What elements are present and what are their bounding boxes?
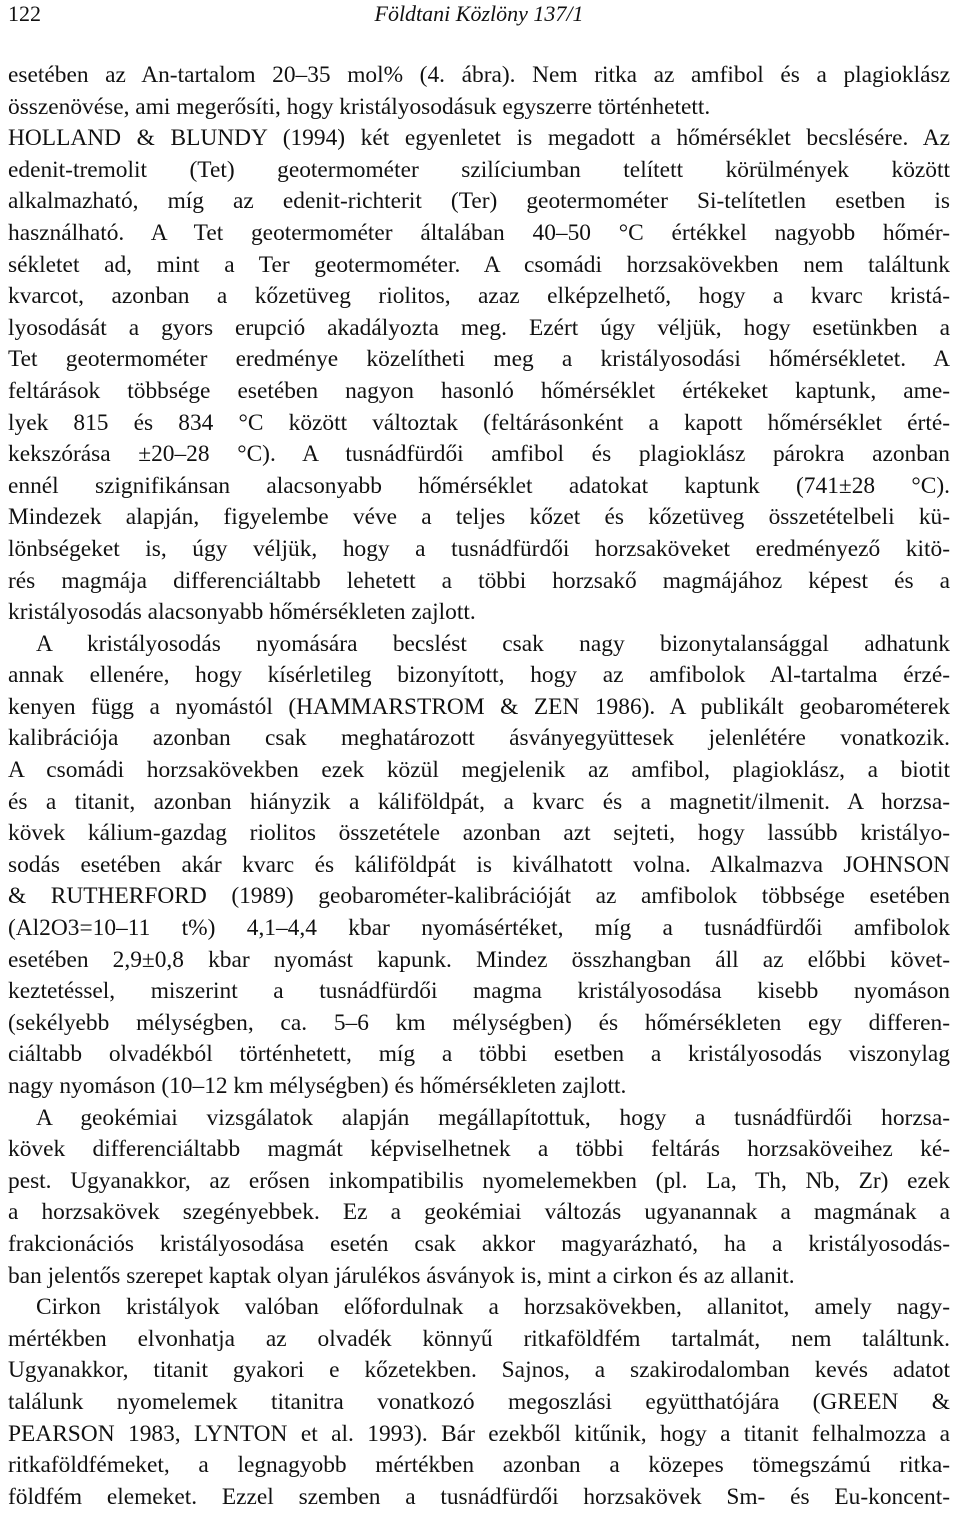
- text-line: lönbségeket is, úgy véljük, hogy a tusnádfürdői horzsaköveket eredményező kitö-: [8, 535, 950, 562]
- text-line: esetében az An-tartalom 20–35 mol% (4. ábra). Nem ritka az amfibol és a plagioklász: [8, 62, 950, 88]
- text-line: edenit-tremolit (Tet) geotermométer szilíciumban telített körülmények között: [8, 156, 950, 183]
- text-line: találunk nyomelemek titanitra vonatkozó megoszlási együtthatójára (GREEN &: [8, 1388, 950, 1415]
- text-line: PEARSON 1983, LYNTON et al. 1993). Bár ezekből kitűnik, hogy a titanit felhalmozza a: [8, 1420, 950, 1447]
- text-line: földfém elemeket. Ezzel szemben a tusnádfürdői horzsakövek Sm- és Eu-koncent-: [8, 1483, 950, 1510]
- page-header: [8, 0, 950, 28]
- text-line: (sekélyebb mélységben, ca. 5–6 km mélységben) és hőmérsékleten egy differen-: [8, 1009, 950, 1036]
- text-line: (Al2O3=10–11 t%) 4,1–4,4 kbar nyomásértéket, míg a tusnádfürdői amfibolok: [8, 915, 950, 942]
- text-line: nagy nyomáson (10–12 km mélységben) és hőmérsékleten zajlott.: [8, 1073, 627, 1099]
- text-line: A kristályosodás nyomására becslést csak nagy bizonytalansággal adhatunk: [36, 630, 950, 657]
- text-line: kekszórása ±20–28 °C). A tusnádfürdői amfibol és plagioklász párokra azonban: [8, 441, 950, 468]
- text-line: pest. Ugyanakkor, az erősen inkompatibilis nyomelemekben (pl. La, Th, Nb, Zr) ezek: [8, 1167, 950, 1194]
- text-line: lyosodását a gyors erupció akadályozta meg. Ezért úgy véljük, hogy esetünkben a: [8, 314, 950, 341]
- text-line: esetében 2,9±0,8 kbar nyomást kapunk. Mindez összhangban áll az előbbi követ-: [8, 946, 950, 973]
- text-line: sékletet ad, mint a Ter geotermométer. A csomádi horzsakövekben nem találtunk: [8, 251, 950, 278]
- text-line: alkalmazható, míg az edenit-richterit (Ter) geotermométer Si-telítetlen esetben is: [8, 188, 950, 215]
- text-line: ciáltabb olvadékból történhetett, míg a többi esetben a kristályosodás viszonylag: [8, 1041, 950, 1068]
- text-line: ennél szignifikánsan alacsonyabb hőmérséklet adatokat kaptunk (741±28 °C).: [8, 472, 950, 499]
- text-line: összenövése, ami megerősíti, hogy kristályosodásuk egyszerre történhetett.: [8, 93, 711, 120]
- page-number: 122: [8, 1, 41, 26]
- text-line: Ugyanakkor, titanit gyakori e kőzetekben. Sajnos, a szakirodalomban kevés adatot: [8, 1357, 950, 1384]
- text-line: kövek kálium-gazdag riolitos összetétele azonban azt sejteti, hogy lassúbb kristályo-: [8, 820, 950, 847]
- text-line: A csomádi horzsakövekben ezek közül megjelenik az amfibol, plagioklász, a biotit: [8, 757, 950, 784]
- text-line: kristályosodás alacsonyabb hőmérsékleten zajlott.: [8, 599, 476, 626]
- text-line: ban jelentős szerepet kaptak olyan járulékos ásványok is, mint a cirkon és az allanit.: [8, 1262, 795, 1289]
- text-line: a horzsakövek szegényebbek. Ez a geokémiai változás ugyanannak a magmának a: [8, 1199, 950, 1226]
- running-title: Földtani Közlöny 137/1: [374, 1, 584, 26]
- text-line: lyek 815 és 834 °C között változtak (feltárásonként a kapott hőmérséklet érté-: [8, 409, 950, 436]
- text-line: annak ellenére, hogy kísérletileg bizonyított, hogy az amfibolok Al-tartalma érzé-: [8, 662, 950, 689]
- text-line: A geokémiai vizsgálatok alapján megállapítottuk, hogy a tusnádfürdői horzsa-: [36, 1104, 950, 1131]
- text-line: feltárások többsége esetében nagyon hasonló hőmérséklet értékeket kaptunk, ame-: [8, 377, 950, 404]
- text-line: Cirkon kristályok valóban előfordulnak a horzsakövekben, allanitot, amely nagy-: [36, 1294, 950, 1321]
- body-text: [8, 60, 950, 1513]
- text-line: kvarcot, azonban a kőzetüveg riolitos, azaz elképzelhető, hogy a kvarc kristá-: [8, 283, 950, 310]
- text-line: rés magmája differenciáltabb lehetett a többi horzsakő magmájához képest és a: [8, 567, 950, 594]
- text-line: kenyen függ a nyomástól (HAMMARSTROM & ZEN 1986). A publikált geobarométerek: [8, 693, 950, 720]
- text-line: kövek differenciáltabb magmát képviselhetnek a többi feltárás horzsaköveihez ké-: [8, 1136, 950, 1163]
- text-line: keztetéssel, miszerint a tusnádfürdői magma kristályosodása kisebb nyomáson: [8, 978, 950, 1005]
- text-line: sodás esetében akár kvarc és káliföldpát is kiválhatott volna. Alkalmazva JOHNSON: [8, 851, 950, 878]
- text-line: Tet geotermométer eredménye közelítheti meg a kristályosodási hőmérsékletet. A: [8, 346, 950, 373]
- text-line: Mindezek alapján, figyelembe véve a teljes kőzet és kőzetüveg összetételbeli kü-: [8, 504, 950, 531]
- text-line: ritkaföldfémeket, a legnagyobb mértékben azonban a közepes tömegszámú ritka-: [8, 1452, 950, 1479]
- text-line: kalibrációja azonban csak meghatározott ásványegyüttesek jelenlétére vonatkozik.: [8, 725, 950, 752]
- text-line: frakcionációs kristályosodása esetén csak akkor magyarázható, ha a kristályosodás-: [8, 1230, 950, 1257]
- text-line: és a titanit, azonban hiányzik a káliföldpát, a kvarc és a magnetit/ilmenit. A horzsa-: [8, 788, 950, 815]
- text-line: használható. A Tet geotermométer általában 40–50 °C értékkel nagyobb hőmér-: [8, 219, 950, 246]
- text-line: & RUTHERFORD (1989) geobarométer-kalibrációját az amfibolok többsége esetében: [8, 883, 950, 910]
- text-line: HOLLAND & BLUNDY (1994) két egyenletet is megadott a hőmérséklet becslésére. Az: [8, 125, 950, 152]
- text-line: mértékben elvonhatja az olvadék könnyű ritkaföldfém tartalmát, nem találtunk.: [8, 1325, 950, 1352]
